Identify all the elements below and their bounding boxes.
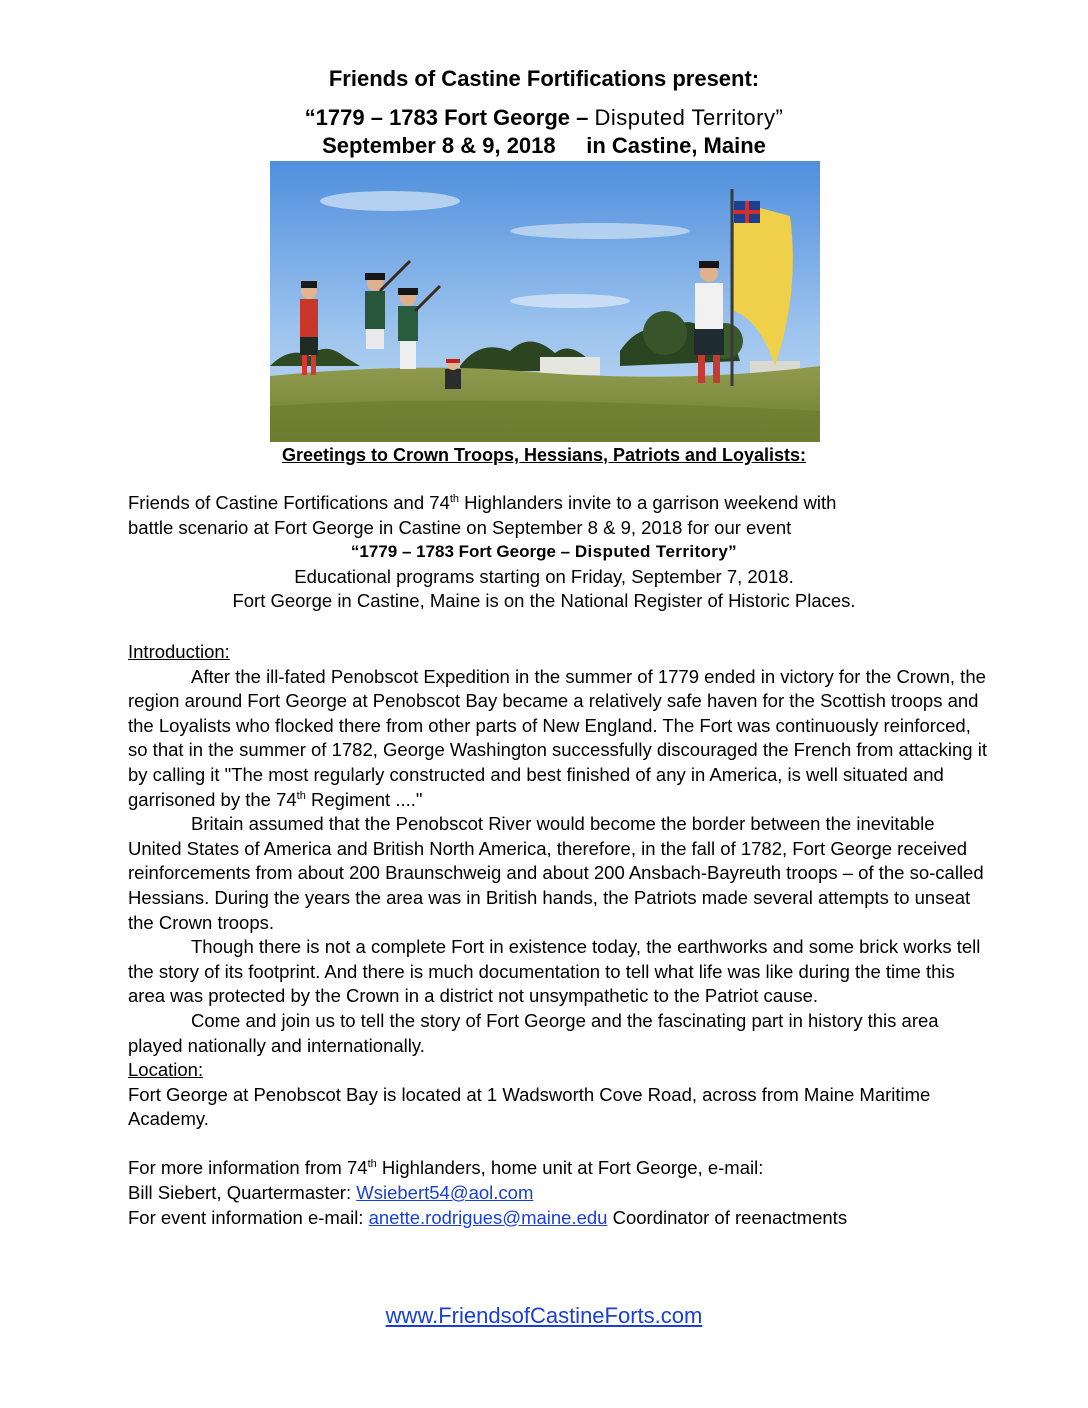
presenter-heading: Friends of Castine Fortifications present: [328, 66, 760, 91]
invitation-block [128, 491, 988, 614]
introduction-paragraph-1: After the ill-fated Penobscot Expedition in the summer of 1779 ended in victory for the Crown, the region around Fort George at Penobscot Bay became a relatively safe haven for the Scottish troops and the Loyalists who flocked there from other parts of New England. The Fort was continuously reinforced, so that in the summer of 1782, George Washington successfully discouraged the French from attacking it by calling it "The most regularly constructed and best finished of any in America, is well situated and garrisoned by the 74th Regiment ...." [128, 665, 987, 810]
website-footer [0, 1303, 1088, 1329]
introduction-paragraph-2: Britain assumed that the Penobscot River would become the border between the inevitable United States of America and British North America, therefore, in the fall of 1782, Fort George received reinforcements from about 200 Braunschweig and about 200 Ansbach-Bayreuth troops – of the so-called Hessians. During the years the area was in British hands, the Patriots made several attempts to unseat the Crown troops. [128, 813, 984, 933]
reenactors-photo [270, 161, 820, 442]
contact-line-3: For event information e-mail: anette.rodrigues@maine.edu Coordinator of reenactments [128, 1206, 848, 1228]
email-link-coordinator[interactable]: anette.rodrigues@maine.edu [368, 1206, 608, 1228]
location-heading: Location: [128, 1059, 204, 1081]
introduction-section [128, 640, 988, 1230]
introduction-paragraph-3: Though there is not a complete Fort in existence today, the earthworks and some brick works tell the story of its footprint. And there is much documentation to tell what life was like during the time this area was protected by the Crown in a district not unsympathetic to the Patriot cause. [128, 936, 981, 1007]
contact-line-2: Bill Siebert, Quartermaster: Wsiebert54@aol.com [128, 1182, 534, 1204]
invite-line-4: Educational programs starting on Friday, September 7, 2018. [294, 565, 794, 587]
email-link-quartermaster[interactable]: Wsiebert54@aol.com [356, 1182, 534, 1204]
event-title-rest: Disputed Territory” [594, 105, 784, 130]
invite-event-title: “1779 – 1783 Fort George – Disputed Territory” [350, 542, 738, 562]
event-title-bold: “1779 – 1783 Fort George – [304, 105, 589, 130]
invite-line-5: Fort George in Castine, Maine is on the National Register of Historic Places. [232, 590, 856, 612]
introduction-heading: Introduction: [128, 641, 230, 662]
event-dates: September 8 & 9, 2018 [322, 133, 556, 158]
contact-line-1: For more information from 74th Highlanders, home unit at Fort George, e-mail: [128, 1157, 764, 1179]
introduction-paragraph-4: Come and join us to tell the story of Fort George and the fascinating part in history this area played nationally and internationally. [128, 1009, 939, 1056]
event-place: in Castine, Maine [586, 133, 766, 158]
greeting-heading: Greetings to Crown Troops, Hessians, Patriots and Loyalists: [281, 445, 807, 465]
invite-line-2: battle scenario at Fort George in Castine on September 8 & 9, 2018 for our event [128, 516, 792, 538]
invite-line-1: Friends of Castine Fortifications and 74th Highlanders invite to a garrison weekend with [128, 492, 837, 513]
event-title-block [0, 104, 1088, 160]
website-link[interactable]: www.FriendsofCastineForts.com [385, 1303, 703, 1328]
location-text: Fort George at Penobscot Bay is located at 1 Wadsworth Cove Road, across from Maine Maritime Academy. [128, 1083, 931, 1130]
